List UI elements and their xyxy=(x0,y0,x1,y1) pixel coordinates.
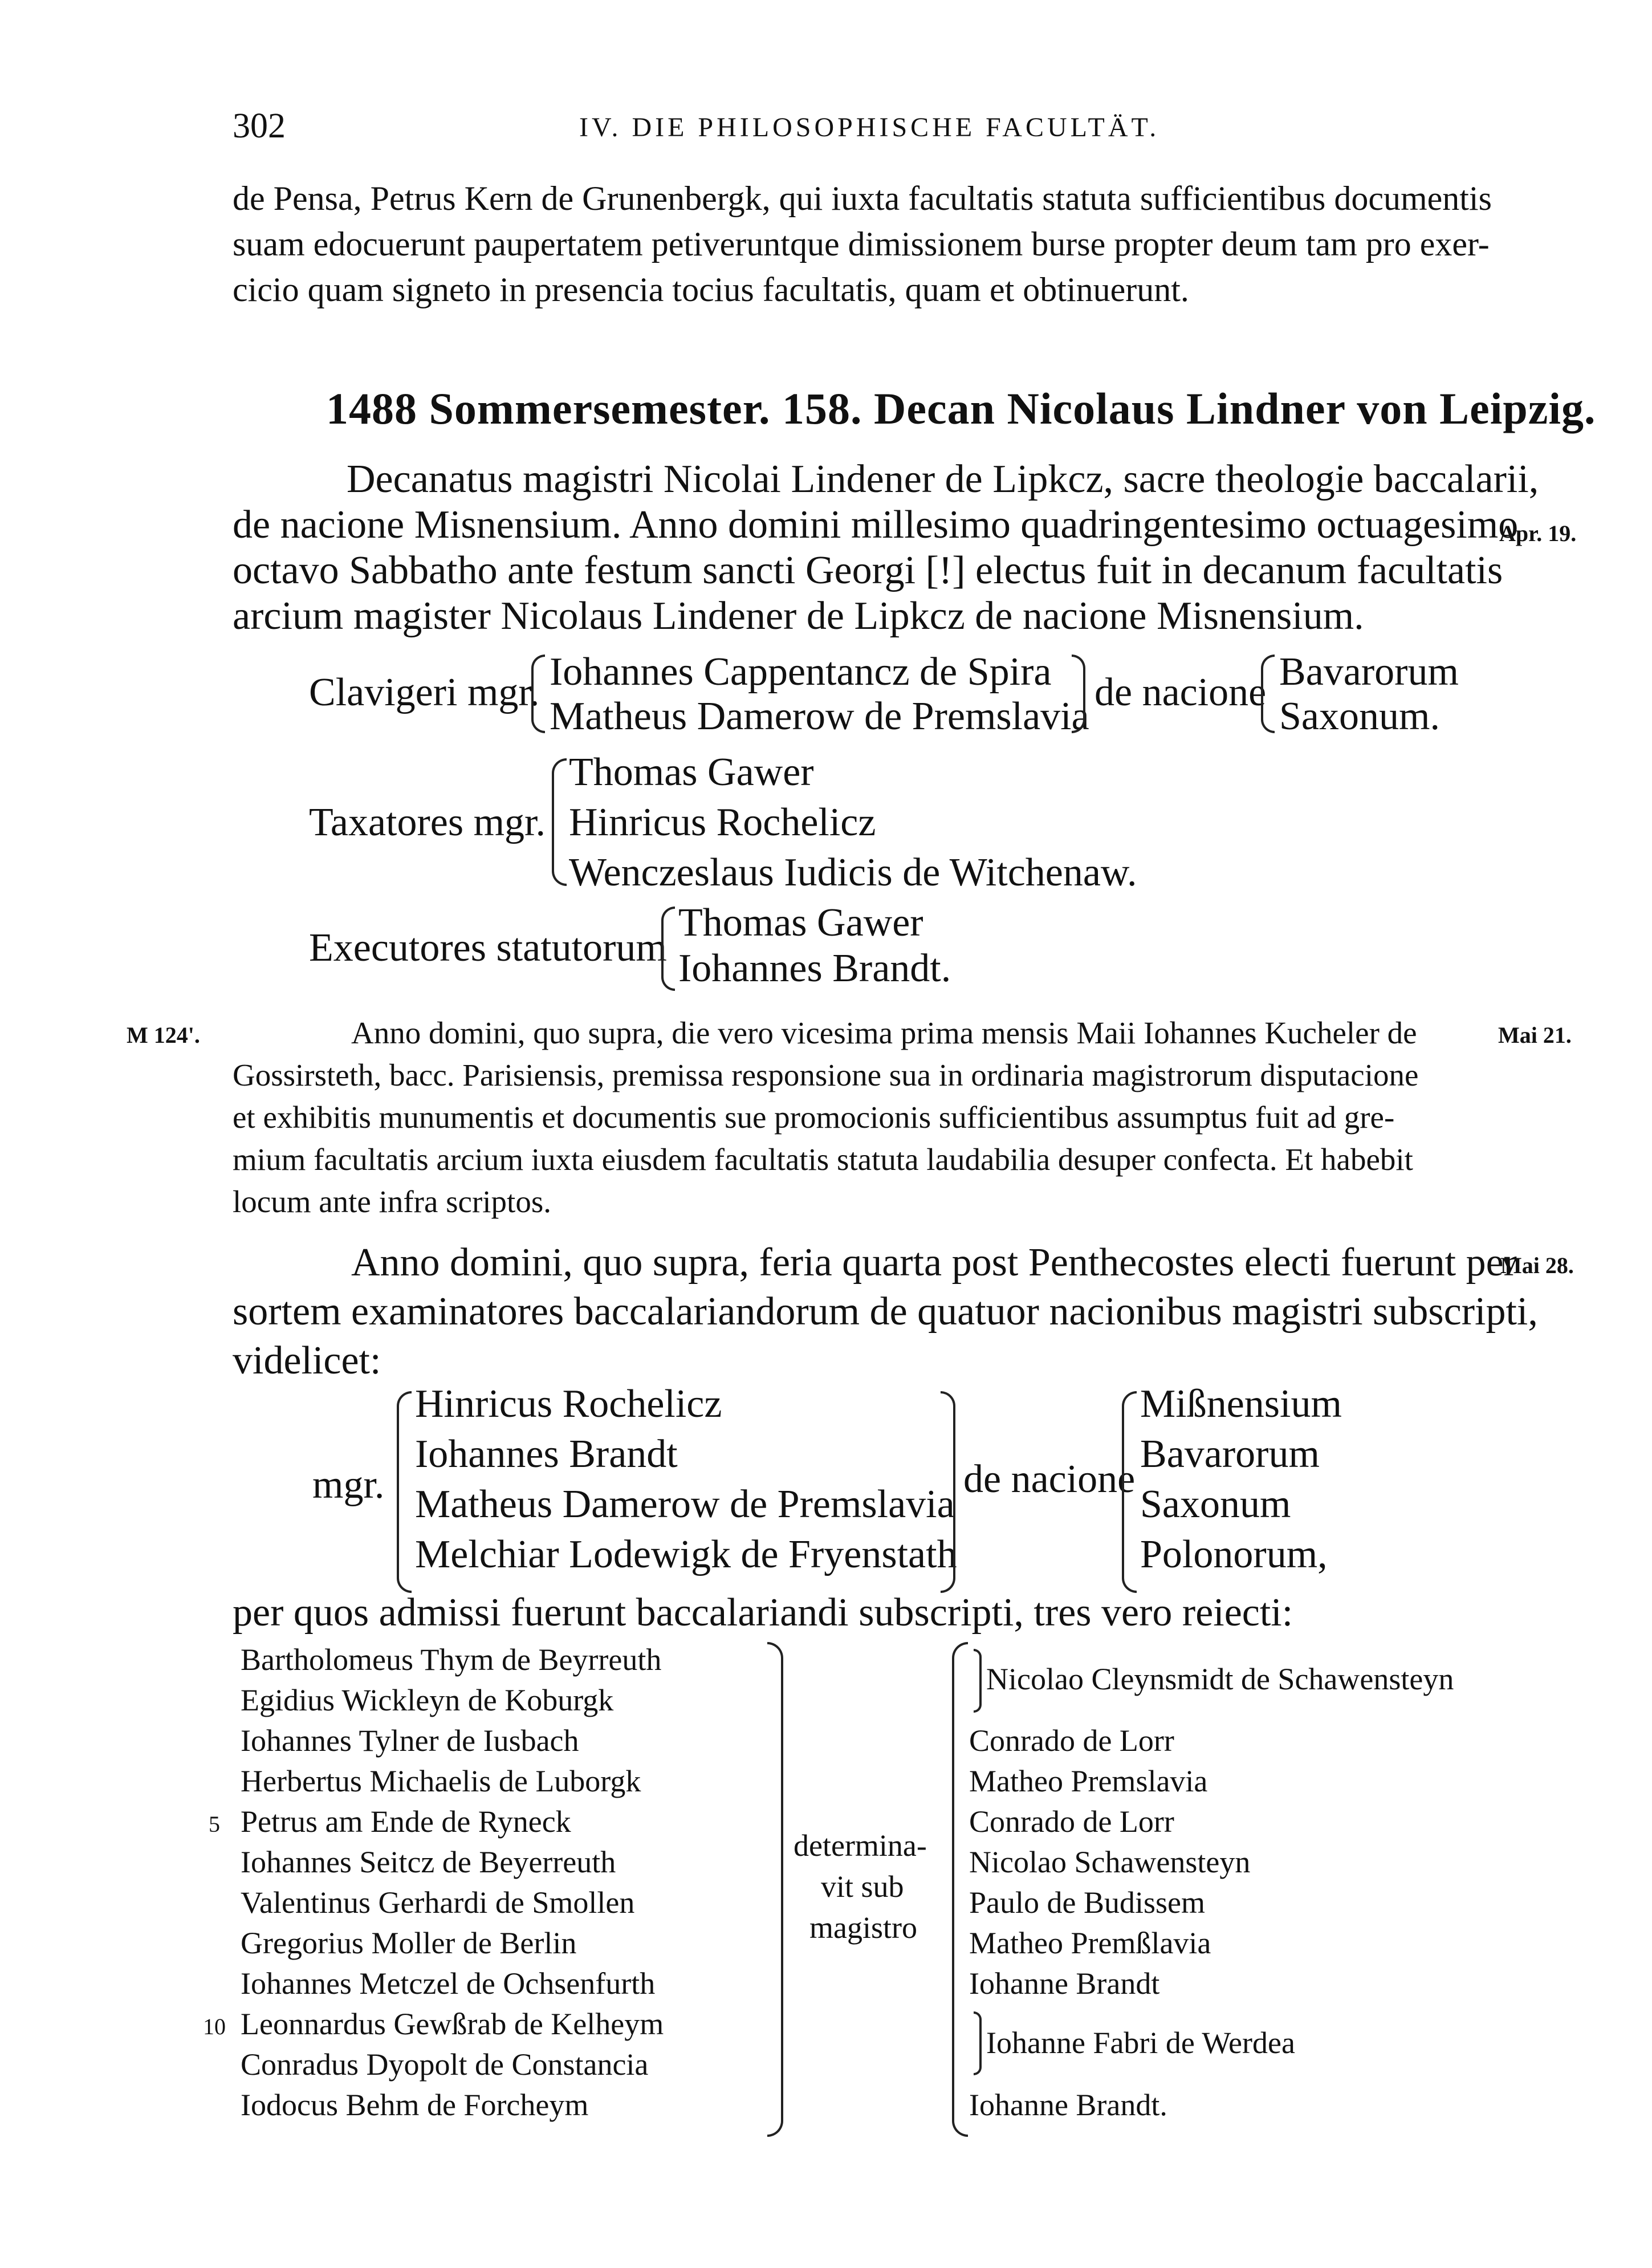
margin-date-apr: Apr. 19. xyxy=(1499,521,1577,546)
magister-name: Iohanne Brandt xyxy=(969,1966,1160,2001)
mai21-line: locum ante infra scriptos. xyxy=(233,1184,551,1219)
running-title: IV. DIE PHILOSOPHISCHE FACULTÄT. xyxy=(579,112,1160,143)
margin-date-mai21: Mai 21. xyxy=(1498,1022,1572,1048)
close-brace xyxy=(941,1391,955,1593)
mai28-line: videlicet: xyxy=(233,1339,381,1383)
taxator-name: Hinricus Rochelicz xyxy=(569,800,876,844)
clavigeri-label: Clavigeri mgr. xyxy=(309,670,540,714)
student-name: Conradus Dyopolt de Constancia xyxy=(241,2047,649,2082)
student-name: Iohannes Seitcz de Beyerreuth xyxy=(241,1845,616,1879)
mai28-line: sortem examinatores baccalariandorum de quatuor nacionibus magistri subscripti, xyxy=(233,1290,1538,1334)
student-name: Leonnardus Gewßrab de Kelheym xyxy=(241,2007,664,2041)
open-brace xyxy=(531,655,545,733)
close-brace xyxy=(767,1642,783,2137)
open-brace xyxy=(1261,655,1275,733)
executor-name: Iohannes Brandt. xyxy=(678,946,951,990)
student-name: Gregorius Moller de Berlin xyxy=(241,1926,577,1960)
margin-date-mai28: Mai 28. xyxy=(1500,1253,1574,1278)
student-name: Egidius Wickleyn de Koburgk xyxy=(241,1683,614,1717)
examinator-name: Iohannes Brandt xyxy=(415,1432,678,1476)
line-number: 10 xyxy=(203,2014,226,2039)
open-brace xyxy=(552,758,567,886)
examinator-nation: Mißnensium xyxy=(1140,1382,1342,1426)
examinator-name: Hinricus Rochelicz xyxy=(415,1382,722,1426)
mai28-line: Anno domini, quo supra, feria quarta post Penthecostes electi fuerunt per xyxy=(351,1241,1517,1285)
student-name: Herbertus Michaelis de Luborgk xyxy=(241,1764,641,1798)
clavigeri-nation: Saxonum. xyxy=(1279,694,1440,738)
small-brace xyxy=(974,1649,982,1713)
examinator-nation: Polonorum, xyxy=(1140,1533,1328,1576)
magister-name: Conrado de Lorr xyxy=(969,1804,1174,1839)
magister-name: Iohanne Brandt. xyxy=(969,2088,1167,2122)
examinatores-label: mgr. xyxy=(312,1463,385,1507)
student-name: Iohannes Tylner de Iusbach xyxy=(241,1724,579,1758)
close-brace xyxy=(1072,655,1085,733)
student-name: Iodocus Behm de Forcheym xyxy=(241,2088,589,2122)
examinatores-nacione: de nacione xyxy=(963,1457,1136,1501)
magister-name: Nicolao Cleynsmidt de Schawensteyn xyxy=(986,1662,1454,1696)
taxatores-label: Taxatores mgr. xyxy=(309,800,546,844)
student-name: Petrus am Ende de Ryneck xyxy=(241,1804,571,1839)
taxator-name: Wenczeslaus Iudicis de Witchenaw. xyxy=(569,851,1137,895)
line-number: 5 xyxy=(209,1811,220,1837)
determinavit-text: determina- xyxy=(794,1828,927,1863)
section-title: 1488 Sommersemester. 158. Decan Nicolaus Lindner von Leipzig. xyxy=(326,384,1596,433)
decanatus-line: Decanatus magistri Nicolai Lindener de Lipkcz, sacre theologie baccalarii, xyxy=(347,457,1539,501)
open-brace xyxy=(952,1642,968,2137)
clavigeri-nation: Bavarorum xyxy=(1279,650,1459,694)
student-name: Iohannes Metczel de Ochsenfurth xyxy=(241,1966,656,2001)
magister-name: Paulo de Budissem xyxy=(969,1885,1205,1920)
examinator-name: Matheus Damerow de Premslavia xyxy=(415,1482,955,1526)
intro-line: cicio quam signeto in presencia tocius facultatis, quam et obtinuerunt. xyxy=(233,271,1189,308)
open-brace xyxy=(397,1391,412,1593)
student-name: Valentinus Gerhardi de Smollen xyxy=(241,1885,635,1920)
clavigeri-name: Matheus Damerow de Premslavia xyxy=(550,694,1089,738)
open-brace xyxy=(661,907,675,991)
magister-name: Matheo Premslavia xyxy=(969,1764,1208,1798)
magister-name: Conrado de Lorr xyxy=(969,1724,1174,1758)
admissi-line: per quos admissi fuerunt baccalariandi subscripti, tres vero reiecti: xyxy=(233,1591,1293,1635)
magister-name: Nicolao Schawensteyn xyxy=(969,1845,1251,1879)
mai21-line: et exhibitis munumentis et documentis sue promocionis sufficientibus assumptus fuit ad gre- xyxy=(233,1100,1395,1135)
executor-name: Thomas Gawer xyxy=(678,901,923,945)
determinavit-text: magistro xyxy=(809,1911,917,1945)
decanatus-line: de nacione Misnensium. Anno domini millesimo quadringentesimo octuagesimo xyxy=(233,503,1519,547)
intro-line: de Pensa, Petrus Kern de Grunenbergk, qui iuxta facultatis statuta sufficientibus documentis xyxy=(233,180,1492,217)
student-name: Bartholomeus Thym de Beyrreuth xyxy=(241,1643,662,1677)
magister-name: Iohanne Fabri de Werdea xyxy=(986,2026,1295,2060)
examinator-nation: Saxonum xyxy=(1140,1482,1291,1526)
page-number: 302 xyxy=(233,107,286,145)
margin-ref-m124: M 124'. xyxy=(127,1022,200,1048)
clavigeri-name: Iohannes Cappentancz de Spira xyxy=(550,650,1052,694)
intro-line: suam edocuerunt paupertatem petiveruntque dimissionem burse propter deum tam pro exer- xyxy=(233,225,1490,263)
mai21-line: Anno domini, quo supra, die vero vicesima prima mensis Maii Iohannes Kucheler de xyxy=(351,1015,1417,1050)
examinator-nation: Bavarorum xyxy=(1140,1432,1320,1476)
decanatus-line: arcium magister Nicolaus Lindener de Lipkcz de nacione Misnensium. xyxy=(233,594,1364,638)
determinavit-text: vit sub xyxy=(821,1869,904,1904)
open-brace xyxy=(1122,1391,1137,1593)
decanatus-line: octavo Sabbatho ante festum sancti Georgi [!] electus fuit in decanum facultatis xyxy=(233,548,1503,592)
magister-name: Matheo Premßlavia xyxy=(969,1926,1211,1960)
clavigeri-nacione: de nacione xyxy=(1094,670,1267,714)
small-brace xyxy=(974,2011,982,2075)
executores-label: Executores statutorum xyxy=(309,926,667,970)
taxator-name: Thomas Gawer xyxy=(569,750,814,794)
examinator-name: Melchiar Lodewigk de Fryenstath xyxy=(415,1533,957,1576)
mai21-line: Gossirsteth, bacc. Parisiensis, premissa responsione sua in ordinaria magistrorum disputacione xyxy=(233,1058,1419,1092)
mai21-line: mium facultatis arcium iuxta eiusdem facultatis statuta laudabilia desuper confecta. Et habebit xyxy=(233,1142,1413,1177)
